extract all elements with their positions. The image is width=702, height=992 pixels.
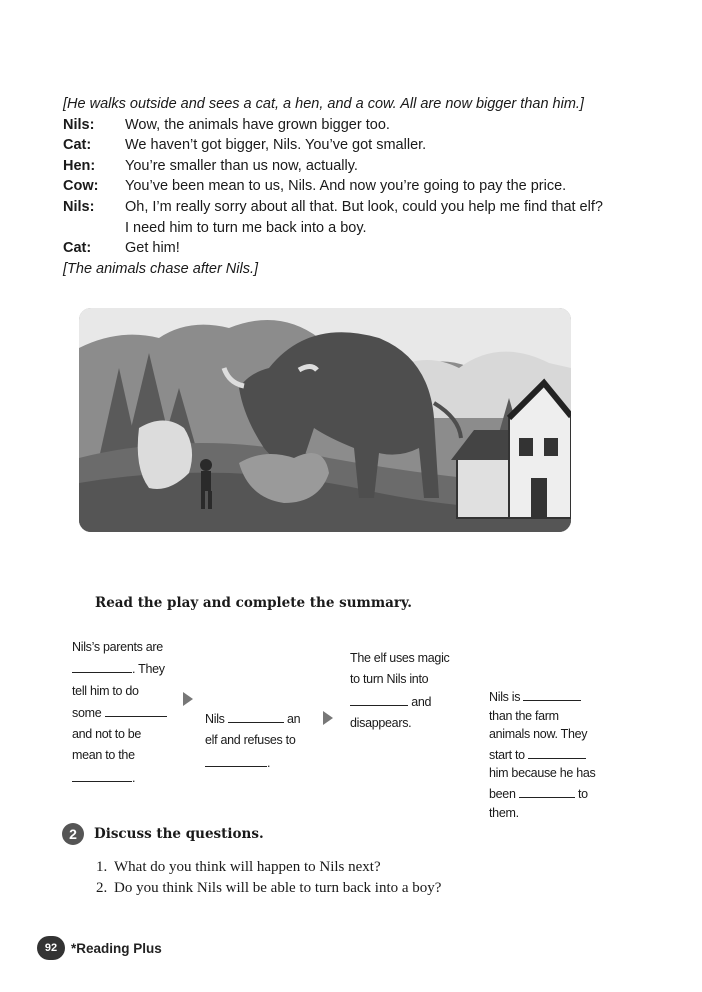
speech: You’ve been mean to us, Nils. And now you’re going to pay the price.: [125, 178, 567, 195]
summary-box-4: Nils is than the farm animals now. They start to him because he has been to them.: [489, 686, 609, 822]
dialogue-line: [63, 238, 623, 259]
speech: You’re smaller than us now, actually.: [125, 157, 358, 174]
series-title: *Reading Plus: [71, 940, 162, 956]
blank-field[interactable]: [72, 658, 132, 673]
story-illustration: [79, 308, 571, 532]
discussion-header: [62, 823, 264, 845]
exercise-number-badge: 2: [62, 823, 84, 845]
dialogue-line: [63, 197, 623, 218]
dialogue-line: [63, 218, 623, 239]
blank-field[interactable]: [205, 752, 267, 767]
arrow-right-icon: [323, 711, 333, 725]
speech: I need him to turn me back into a boy.: [125, 219, 367, 236]
speaker: Cow:: [63, 178, 99, 195]
page-number: 92: [37, 936, 65, 960]
stage-direction-open: [He walks outside and sees a cat, a hen, and a cow. All are now bigger than him.]: [63, 96, 584, 112]
dialogue-line: [63, 115, 623, 136]
blank-field[interactable]: [228, 708, 284, 723]
speaker: Hen:: [63, 157, 96, 174]
summary-box-1: Nils’s parents are . They tell him to do some and not to be mean to the .: [72, 640, 165, 785]
page-footer: [37, 936, 162, 960]
arrow-right-icon: [183, 692, 193, 706]
play-script: [63, 94, 623, 279]
speech: Wow, the animals have grown bigger too.: [125, 116, 390, 133]
speaker: [63, 218, 125, 239]
summary-box-3: The elf uses magic to turn Nils into and disappears.: [350, 651, 450, 730]
summary-box-2: Nils an elf and refuses to .: [205, 708, 320, 774]
question-item: 2. Do you think Nils will be able to turn back into a boy?: [96, 880, 442, 896]
blank-field[interactable]: [519, 783, 575, 798]
stage-direction-close: [The animals chase after Nils.]: [63, 260, 259, 277]
dialogue-line: [63, 176, 623, 197]
blank-field[interactable]: [528, 744, 586, 759]
question-list: [96, 857, 441, 899]
discussion-title: Discuss the questions.: [94, 826, 264, 842]
dialogue-line: [63, 135, 623, 156]
speaker: Cat:: [63, 137, 92, 154]
blank-field[interactable]: [105, 702, 167, 717]
blank-field[interactable]: [523, 686, 581, 701]
speaker: Nils:: [63, 116, 95, 133]
blank-field[interactable]: [72, 767, 132, 782]
speech: Get him!: [125, 240, 180, 257]
dialogue-line: [63, 156, 623, 177]
question-item: 1. What do you think will happen to Nils next?: [96, 859, 381, 875]
speech: Oh, I’m really sorry about all that. But look, could you help me find that elf?: [125, 198, 603, 215]
blank-field[interactable]: [350, 691, 408, 706]
speech: We haven’t got bigger, Nils. You’ve got smaller.: [125, 137, 427, 154]
task-instruction: Read the play and complete the summary.: [95, 595, 412, 611]
speaker: Nils:: [63, 198, 95, 215]
speaker: Cat:: [63, 240, 92, 257]
